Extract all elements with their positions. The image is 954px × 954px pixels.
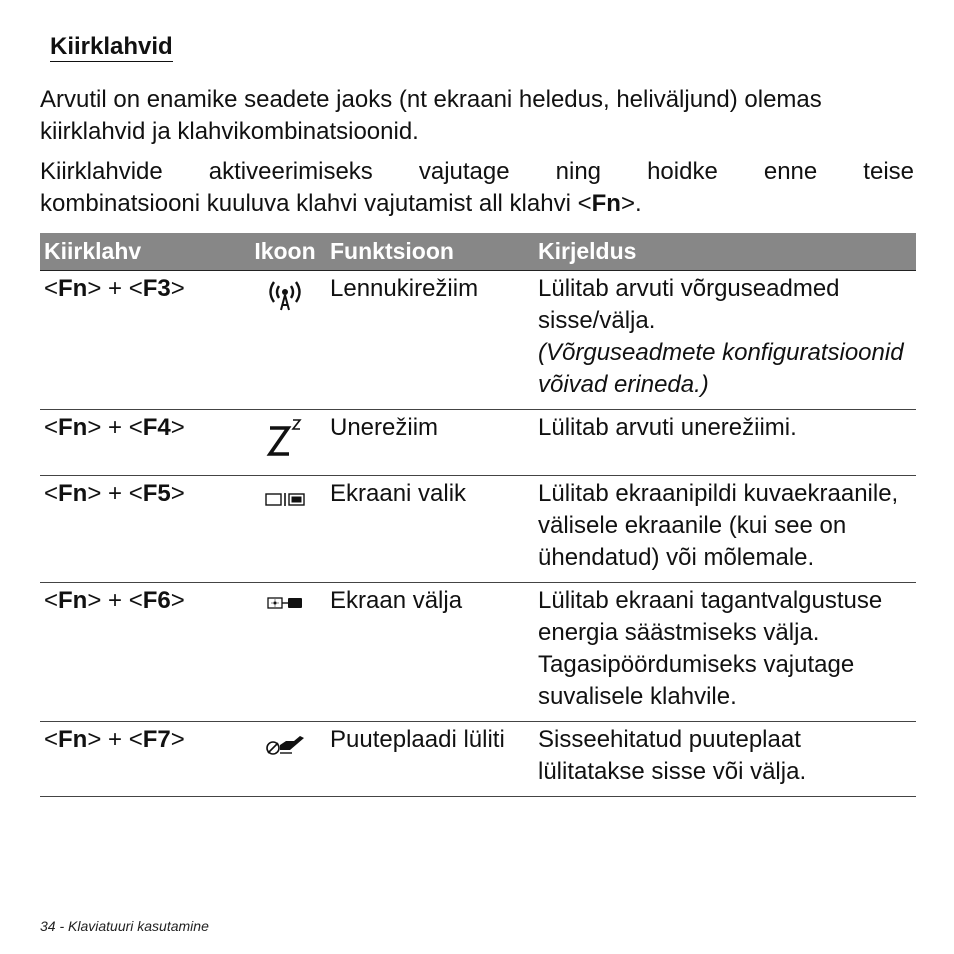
- icon-cell: [244, 271, 326, 410]
- key-plus: > + <: [87, 480, 143, 507]
- key-bracket: >: [170, 726, 185, 753]
- table-header-row: [40, 233, 916, 271]
- sleep-icon: [262, 418, 308, 467]
- description-cell: Lülitab ekraanipildi kuvaekraanile, välisele ekraanile (kui see on ühendatud) või mõlemale.: [534, 476, 916, 583]
- function-cell: Unerežiim: [326, 410, 534, 476]
- description-cell: Sisseehitatud puuteplaat lülitatakse sisse või välja.: [534, 722, 916, 797]
- f-key: F6: [142, 587, 171, 614]
- header-icon: Ikoon: [244, 233, 326, 271]
- header-hotkey: Kiirklahv: [40, 233, 244, 271]
- fn-key: Fn: [58, 726, 88, 753]
- icon-cell: [244, 476, 326, 583]
- page-title: Kiirklahvid: [50, 33, 173, 60]
- table-row: [40, 271, 916, 410]
- fn-key: Fn: [58, 587, 88, 614]
- wireless-icon: [262, 279, 308, 322]
- table-row: [40, 722, 916, 797]
- description-cell: [534, 271, 916, 410]
- function-cell: Lennukirežiim: [326, 271, 534, 410]
- instruction-line-2-prefix: kombinatsiooni kuuluva klahvi vajutamist all klahvi <: [40, 190, 592, 217]
- key-plus: > + <: [87, 275, 143, 302]
- fn-key: Fn: [58, 275, 88, 302]
- function-cell: Puuteplaadi lüliti: [326, 722, 534, 797]
- icon-cell: [244, 410, 326, 476]
- key-bracket: <: [44, 726, 59, 753]
- key-bracket: >: [170, 275, 185, 302]
- hotkeys-table: [40, 233, 916, 797]
- function-cell: Ekraan välja: [326, 583, 534, 722]
- table-row: [40, 410, 916, 476]
- icon-cell: [244, 583, 326, 722]
- key-bracket: <: [44, 587, 59, 614]
- hotkey-cell: [40, 722, 244, 797]
- instruction-line-2-suffix: >.: [620, 190, 642, 217]
- touchpad-toggle-icon: [260, 730, 310, 769]
- description-cell: Lülitab ekraani tagantvalgustuse energia säästmiseks välja. Tagasipöördumiseks vajutage suvalisele klahvile.: [534, 583, 916, 722]
- header-description: Kirjeldus: [534, 233, 916, 271]
- table-row: [40, 476, 916, 583]
- fn-key: Fn: [58, 480, 88, 507]
- display-toggle-icon: [260, 484, 310, 521]
- intro-paragraph: Arvutil on enamike seadete jaoks (nt ekraani heledus, heliväljund) olemas kiirklahvid ja klahvikombinatsioonid.: [40, 86, 822, 145]
- f-key: F4: [142, 414, 171, 441]
- key-plus: > + <: [87, 587, 143, 614]
- key-bracket: >: [170, 480, 185, 507]
- key-bracket: <: [44, 480, 59, 507]
- description-cell: Lülitab arvuti unerežiimi.: [534, 410, 916, 476]
- key-plus: > + <: [87, 414, 143, 441]
- fn-key: Fn: [58, 414, 88, 441]
- table-row: [40, 583, 916, 722]
- function-cell: Ekraani valik: [326, 476, 534, 583]
- icon-cell: [244, 722, 326, 797]
- instruction-paragraph: [40, 156, 914, 220]
- key-bracket: <: [44, 275, 59, 302]
- key-bracket: >: [170, 414, 185, 441]
- hotkey-cell: [40, 476, 244, 583]
- key-bracket: <: [44, 414, 59, 441]
- hotkey-cell: [40, 410, 244, 476]
- display-off-icon: [260, 591, 310, 624]
- f-key: F5: [142, 480, 171, 507]
- key-bracket: >: [170, 587, 185, 614]
- instruction-line-1: Kiirklahvide aktiveerimiseks vajutage ning hoidke enne teise: [40, 158, 914, 185]
- description-text: Lülitab arvuti võrguseadmed sisse/välja.: [538, 275, 840, 334]
- header-function: Funktsioon: [326, 233, 534, 271]
- f-key: F3: [142, 275, 171, 302]
- fn-key-label: Fn: [591, 190, 621, 217]
- hotkey-cell: [40, 271, 244, 410]
- hotkey-cell: [40, 583, 244, 722]
- f-key: F7: [142, 726, 171, 753]
- description-note: (Võrguseadmete konfiguratsioonid võivad erineda.): [538, 339, 904, 398]
- page-footer: 34 - Klaviatuuri kasutamine: [40, 918, 209, 934]
- key-plus: > + <: [87, 726, 143, 753]
